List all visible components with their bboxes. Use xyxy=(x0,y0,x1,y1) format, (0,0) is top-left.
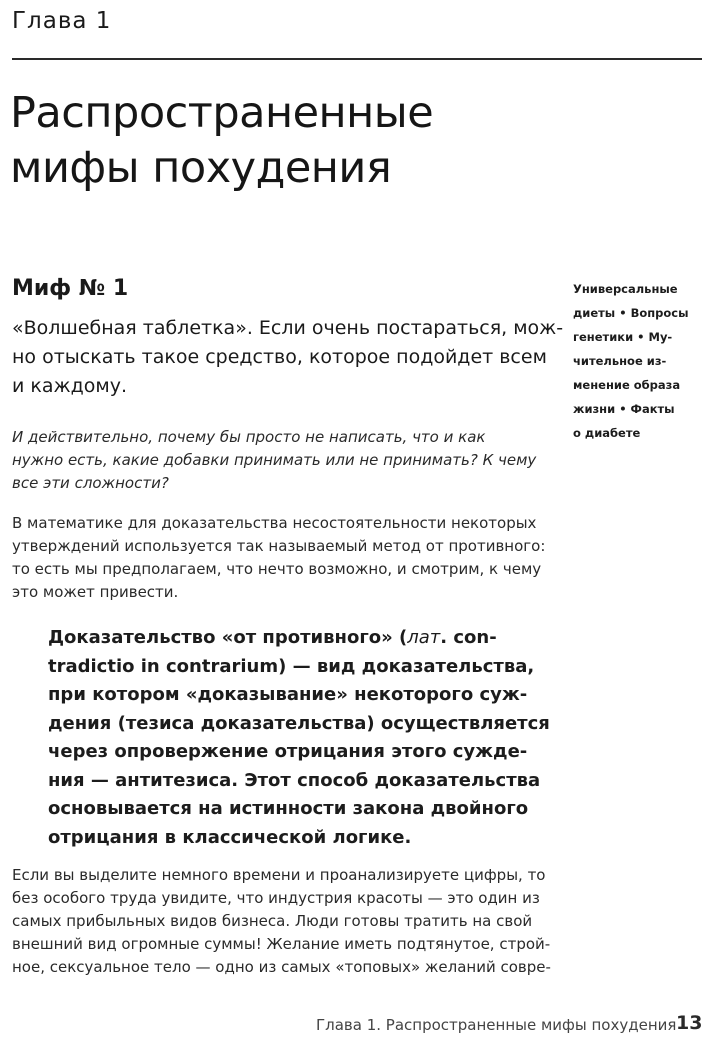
chapter-topics-sidebar xyxy=(573,277,708,445)
sidebar-line: менение образа xyxy=(573,378,681,392)
myth-heading: Миф № 1 xyxy=(12,276,129,301)
sidebar-line: жизни • Факты xyxy=(573,402,675,416)
text-line: без особого труда увидите, что индустрия красоты — это один из xyxy=(12,889,540,907)
text-line: все эти сложности? xyxy=(12,474,169,492)
chapter-title xyxy=(10,86,610,196)
text-line: дения (тезиса доказательства) осуществляется xyxy=(48,712,550,734)
text-line xyxy=(48,624,548,653)
text-line: и каждому. xyxy=(12,375,128,397)
body-paragraph-beauty xyxy=(12,864,560,979)
sidebar-line: чительное из- xyxy=(573,354,667,368)
header-divider xyxy=(12,58,702,60)
sidebar-line: о диабете xyxy=(573,426,641,440)
chapter-title-line: Распространенные xyxy=(10,88,434,138)
text-line: но отыскать такое средство, которое подойдет всем xyxy=(12,346,547,368)
text-line: отрицания в классической логике. xyxy=(48,826,412,848)
chapter-title-line: мифы похудения xyxy=(10,143,392,193)
text-line: основывается на истинности закона двойного xyxy=(48,798,529,819)
text-line: ное, сексуальное тело — одно из самых «топовых» желаний совре- xyxy=(12,958,551,976)
text-line: при котором «доказывание» некоторого суж- xyxy=(48,684,528,705)
quote-italic-abbrev: лат xyxy=(407,627,441,648)
chapter-label: Глава 1 xyxy=(12,8,112,34)
sidebar-line: Универсальные xyxy=(573,282,678,296)
text-line: нужно есть, какие добавки принимать или не принимать? К чему xyxy=(12,451,537,469)
text-line: ния — антитезиса. Этот способ доказательства xyxy=(48,769,541,791)
text-line: это может привести. xyxy=(12,583,179,601)
running-footer-title: Глава 1. Распространенные мифы похудения xyxy=(316,1016,677,1034)
quote-suffix: . con- xyxy=(440,627,497,648)
text-line: И действительно, почему бы просто не написать, что и как xyxy=(12,428,486,446)
text-line: Если вы выделите немного времени и проанализируете цифры, то xyxy=(12,866,546,884)
quote-prefix: Доказательство «от противного» ( xyxy=(48,627,408,648)
text-line: В математике для доказательства несостоятельности некоторых xyxy=(12,514,537,532)
text-line: tradictio in contrarium) — вид доказательства, xyxy=(48,655,535,677)
text-line: «Волшебная таблетка». Если очень постараться, мож- xyxy=(12,317,564,339)
sidebar-line: генетики • Му- xyxy=(573,330,673,344)
body-paragraph-math xyxy=(12,512,560,604)
definition-quote xyxy=(48,624,548,852)
rhetorical-question xyxy=(12,426,560,495)
text-line: самых прибыльных видов бизнеса. Люди готовы тратить на свой xyxy=(12,912,533,930)
page-number: 13 xyxy=(676,1012,703,1034)
text-line: то есть мы предполагаем, что нечто возможно, и смотрим, к чему xyxy=(12,560,542,578)
text-line: внешний вид огромные суммы! Желание иметь подтянутое, строй- xyxy=(12,935,551,953)
sidebar-line: диеты • Вопросы xyxy=(573,306,689,320)
myth-lead-paragraph xyxy=(12,314,564,401)
text-line: утверждений используется так называемый метод от противного: xyxy=(12,537,546,555)
text-line: через опровержение отрицания этого сужде- xyxy=(48,741,528,762)
